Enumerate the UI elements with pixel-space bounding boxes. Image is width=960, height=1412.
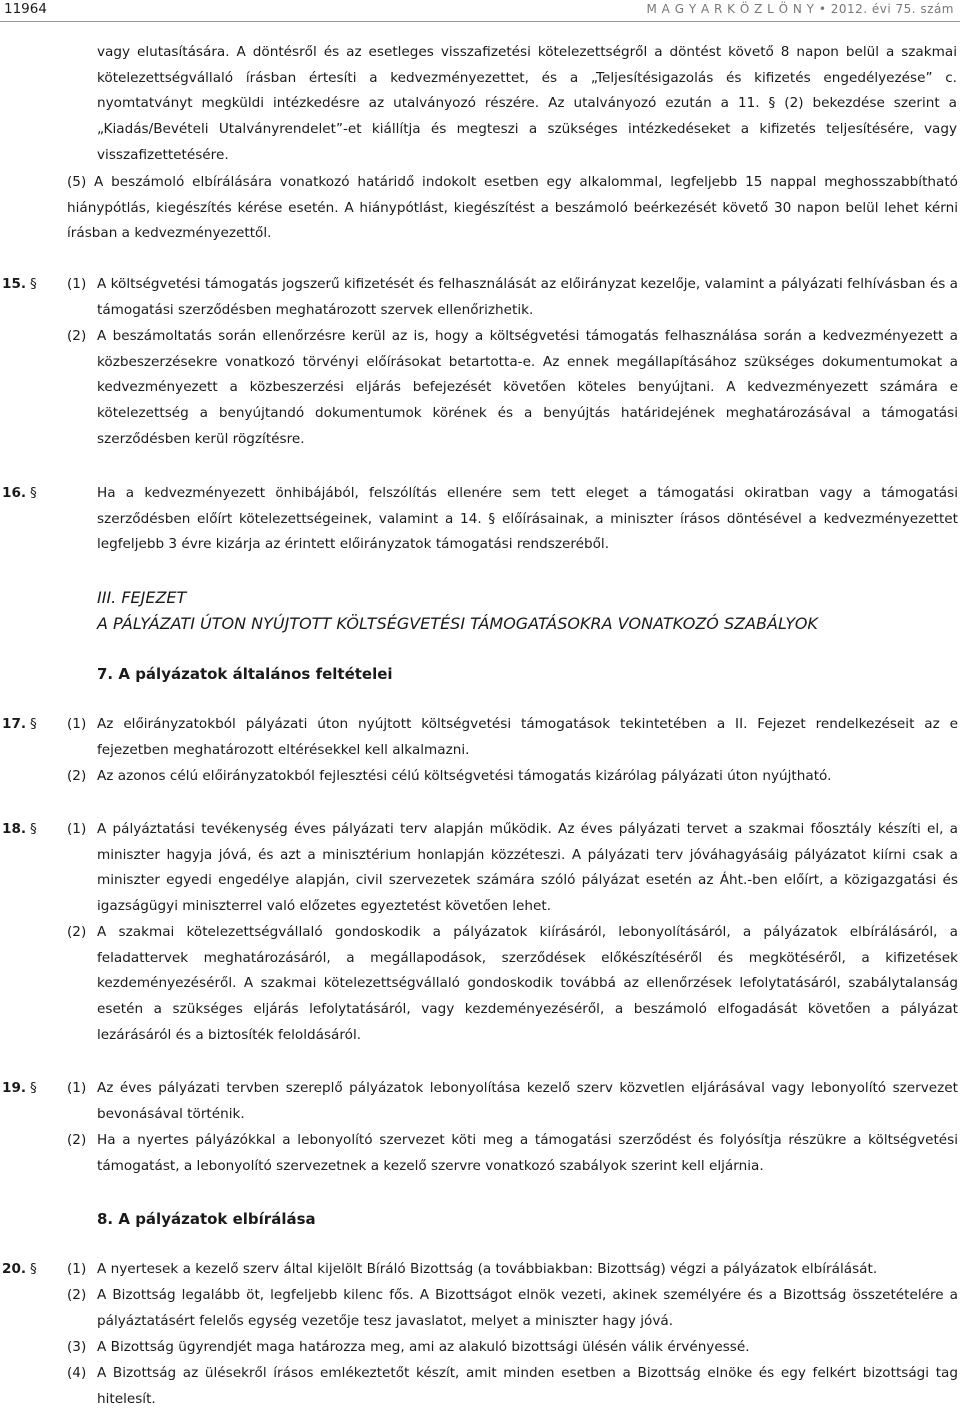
subsection-text: Az éves pályázati tervben szereplő pályázatok lebonyolítása kezelő szerv közvetlen eljárásával vagy lebonyolító szervezet bevonásával történik. [97,1080,958,1122]
section-sign: § [30,716,37,732]
subsection-text: A szakmai kötelezettségvállaló gondoskodik a pályázatok kiírásáról, lebonyolításáról, a pályázatok elbírálásáról, a feladattervek meghatározásáról, a megállapodások, szerződések előkészítéséről és megkötéséről, a kifizetések kezdeményezéséről. A szakmai kötelezettségvállaló gondoskodik továbbá az ellenőrzések lefolytatásáról, szabálytalanság esetén a szükséges eljárás lefolytatásáról, vagy kezdeményezéséről, a beszámoló elfogadását követően a pályázat lezárásáról és a biztosíték feloldásáról. [97,924,958,1043]
subsection-text: Az előirányzatokból pályázati úton nyújtott költségvetési támogatások tekintetében a II. Fejezet rendelkezéseit az e fejezetben meghatározott eltérésekkel kell alkalmazni. [97,716,958,758]
paragraph-number: 19. [2,1080,27,1096]
subsection-number: (2) [67,768,87,784]
continuation-paragraph: vagy elutasítására. A döntésről és az esetleges visszafizetési kötelezettségről a döntést követő 8 napon belül a szakmai kötelezettségvállaló írásban értesíti a kedvezményezettet, és a „Teljesítésigazolás és kifizetés engedélyezése” c. nyomtatványt megküldi intézkedésre az utalványozó részére. Az utalványozó ezután a 11. § (2) bekezdése szerint a „Kiadás/Bevételi Utalványrendelet”-et kiállítja és megteszi a szükséges intézkedéseket a kifizetés teljesítésére, vagy visszafizettetésére. [97,44,957,163]
subsection-number: (1) [67,1261,87,1277]
section-title-8: 8. A pályázatok elbírálása [97,1210,316,1228]
subsection-number: (1) [67,276,87,292]
subsection-text: A Bizottság ügyrendjét maga határozza meg, ami az alakuló bizottsági ülésén válik érvényessé. [97,1339,750,1355]
subsection-text: A Bizottság az ülésekről írásos emlékeztetőt készít, amit minden esetben a Bizottság elnöke és egy felkért bizottsági tag hitelesít. [97,1365,958,1407]
subsection-5: (5) A beszámoló elbírálására vonatkozó határidő indokolt esetben egy alkalommal, legfeljebb 15 nappal meghosszabbítható hiánypótlás, kiegészítés kérése esetén. A hiánypótlást, kiegészítést a beszámoló beérkezését követő 30 napon belül lehet kérni írásban a kedvezményezettől. [67,174,958,242]
paragraph-number: 18. [2,821,27,837]
paragraph-number: 15. [2,276,27,292]
paragraph-number: 17. [2,716,27,732]
page-number: 11964 [4,1,47,17]
section-sign: § [30,821,37,837]
subsection-text: Az azonos célú előirányzatokból fejlesztési célú költségvetési támogatás kizárólag pályázati úton nyújtható. [97,768,832,784]
subsection-number: (2) [67,1132,87,1148]
chapter-number: III. FEJEZET [97,588,187,607]
paragraph-number: 16. [2,485,27,501]
subsection-number: (1) [67,716,87,732]
section-title-7: 7. A pályázatok általános feltételei [97,665,393,683]
section-sign: § [30,485,37,501]
subsection-text: A Bizottság legalább öt, legfeljebb kilenc fős. A Bizottságot elnök vezeti, akinek személyére és a Bizottság összetételére a pályáztatásért felelős egység vezetője tesz javaslatot, melyet a miniszter hagy jóvá. [97,1287,958,1329]
subsection-number: (1) [67,821,87,837]
section-sign: § [30,1080,37,1096]
subsection-number: (2) [67,1287,87,1303]
subsection-number: (1) [67,1080,87,1096]
section-sign: § [30,1261,37,1277]
subsection-text: A nyertesek a kezelő szerv által kijelölt Bíráló Bizottság (a továbbiakban: Bizottság) végzi a pályázatok elbírálását. [97,1261,878,1277]
page-header [0,0,960,22]
paragraph-number: 20. [2,1261,27,1277]
publication-title: M A G Y A R K Ö Z L Ö N Y • 2012. évi 75. szám [646,2,954,16]
subsection-number: (4) [67,1365,87,1381]
section-sign: § [30,276,37,292]
header-divider [0,21,960,22]
subsection-number: (2) [67,924,87,940]
subsection-number: (3) [67,1339,87,1355]
subsection-text: A pályáztatási tevékenység éves pályázati terv alapján működik. Az éves pályázati tervet a szakmai főosztály készíti el, a miniszter hagyja jóvá, és azt a minisztérium honlapján közzéteszi. A pályázati terv jóváhagyásáig pályázatot kiírni csak a miniszter egyedi engedélye alapján, civil szervezetek számára szóló pályázat esetén az Áht.-ben előírt, a közigazgatási és igazságügyi miniszterrel való előzetes egyeztetést követően lehet. [97,821,958,915]
subsection-text: A költségvetési támogatás jogszerű kifizetését és felhasználását az előirányzat kezelője, valamint a pályázati felhívásban és a támogatási szerződésben meghatározott szervek ellenőrizhetik. [97,276,958,318]
chapter-title: A PÁLYÁZATI ÚTON NYÚJTOTT KÖLTSÉGVETÉSI TÁMOGATÁSOKRA VONATKOZÓ SZABÁLYOK [97,614,818,633]
subsection-text: Ha a nyertes pályázókkal a lebonyolító szervezet köti meg a támogatási szerződést és folyósítja részükre a költségvetési támogatást, a lebonyolító szervezetnek a kezelő szervre vonatkozó szabályok szerint kell eljárnia. [97,1132,958,1174]
subsection-text: A beszámoltatás során ellenőrzésre kerül az is, hogy a költségvetési támogatás felhasználása során a kedvezményezett a közbeszerzésekre vonatkozó törvényi előírásokat betartotta-e. Az ennek megállapításához szükséges dokumentumokat a kedvezményezett a közbeszerzési eljárás befejezését követően köteles benyújtani. A kedvezményezett számára e kötelezettség a benyújtandó dokumentumok körének és a benyújtás határidejének meghatározásával a támogatási szerződésben kerül rögzítésre. [97,328,958,447]
subsection-number: (2) [67,328,87,344]
paragraph-text: Ha a kedvezményezett önhibájából, felszólítás ellenére sem tett eleget a támogatási okiratban vagy a támogatási szerződésben előírt kötelezettségeinek, valamint a 14. § előírásainak, a miniszter írásos döntésével a kedvezményezettet legfeljebb 3 évre kizárja az érintett előirányzatok támogatási rendszeréből. [97,485,958,553]
